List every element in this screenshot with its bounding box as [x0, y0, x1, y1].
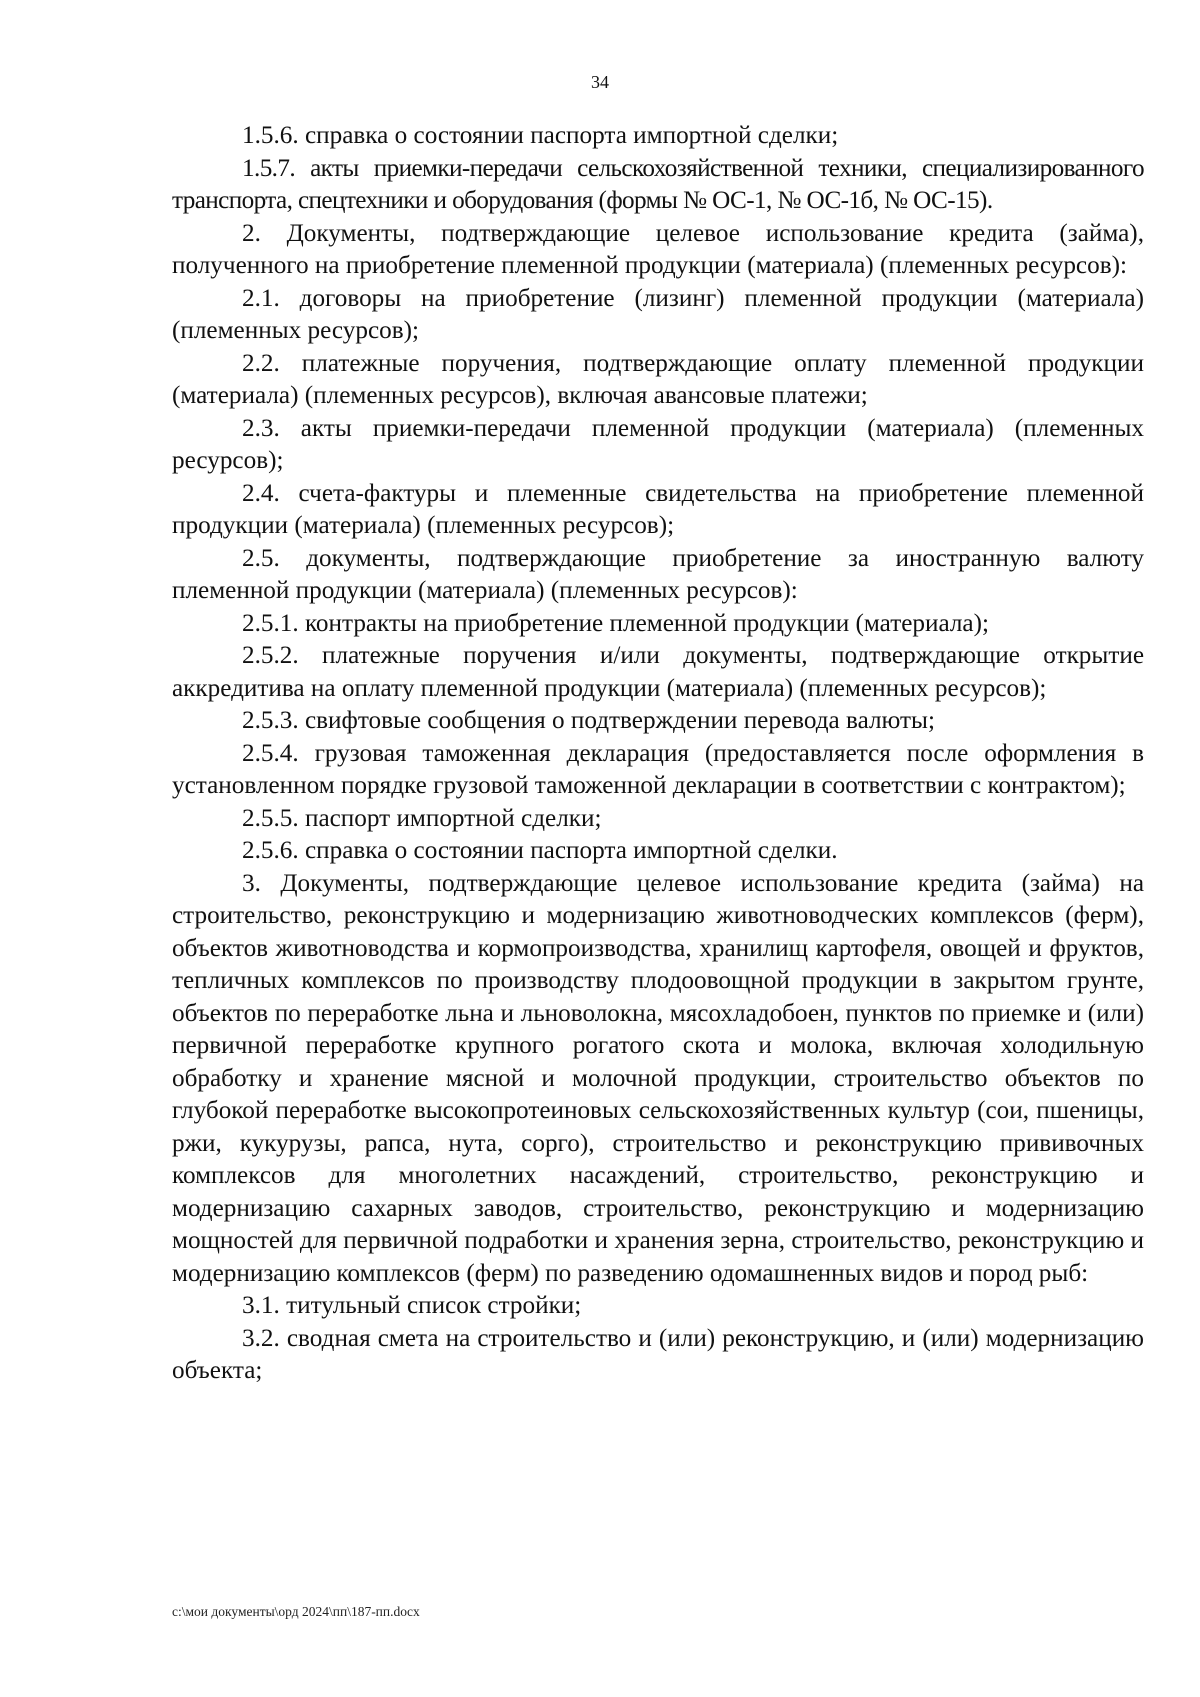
paragraph-2-5-3: 2.5.3. свифтовые сообщения о подтверждении перевода валюты; [242, 707, 935, 734]
paragraph-2: 2. Документы, подтверждающие целевое использование кредита (займа), полученного на приобретение племенной продукции (материала) (племенных ресурсов): [172, 219, 1144, 279]
paragraph-2-2: 2.2. платежные поручения, подтверждающие оплату племенной продукции (материала) (племенных ресурсов), включая авансовые платежи; [172, 349, 1144, 409]
paragraph-2-5-2: 2.5.2. платежные поручения и/или документы, подтверждающие открытие аккредитива на оплату племенной продукции (материала) (племенных ресурсов); [172, 642, 1144, 702]
paragraph-2-5-4: 2.5.4. грузовая таможенная декларация (предоставляется после оформления в установленном порядке грузовой таможенной декларации в соответствии с контрактом); [172, 739, 1144, 799]
paragraph-2-3: 2.3. акты приемки-передачи племенной продукции (материала) (племенных ресурсов); [172, 414, 1144, 474]
document-body [172, 120, 1144, 1388]
paragraph-2-5-1: 2.5.1. контракты на приобретение племенной продукции (материала); [242, 609, 990, 637]
paragraph-2-5: 2.5. документы, подтверждающие приобретение за иностранную валюту племенной продукции (материала) (племенных ресурсов): [172, 544, 1144, 604]
paragraph-3-1: 3.1. титульный список стройки; [242, 1292, 582, 1319]
paragraph-3: 3. Документы, подтверждающие целевое использование кредита (займа) на строительство, реконструкцию и модернизацию животноводческих комплексов (ферм), объектов животноводства и кормопроизводства, хранилищ картофеля, овощей и фруктов, тепличных комплексов по производству плодоовощной продукции в закрытом грунте, объектов по переработке льна и льноволокна, мясохладобоен, пунктов по приемке и (или) первичной переработке крупного рогатого скота и молока, включая холодильную обработку и хранение мясной и молочной продукции, строительство объектов по глубокой переработке высокопротеиновых сельскохозяйственных культур (сои, пшеницы, ржи, кукурузы, рапса, нута, сорго), строительство и реконструкцию прививочных комплексов для многолетних насаждений, строительство, реконструкцию и модернизацию сахарных заводов, строительство, реконструкцию и модернизацию мощностей для первичной подработки и хранения зерна, строительство, реконструкцию и модернизацию комплексов (ферм) по разведению одомашненных видов и пород рыб: [172, 869, 1144, 1287]
paragraph-2-4: 2.4. счета-фактуры и племенные свидетельства на приобретение племенной продукции (материала) (племенных ресурсов); [172, 479, 1144, 539]
page-number: 34 [591, 72, 609, 92]
paragraph-2-5-6: 2.5.6. справка о состоянии паспорта импортной сделки. [242, 837, 838, 864]
paragraph-2-5-5: 2.5.5. паспорт импортной сделки; [242, 804, 602, 832]
paragraph-3-2: 3.2. сводная смета на строительство и (или) реконструкцию, и (или) модернизацию объекта; [172, 1324, 1144, 1384]
file-path-footer: c:\мои документы\орд 2024\пп\187-пп.docx [172, 1604, 420, 1619]
paragraph-1-5-6: 1.5.6. справка о состоянии паспорта импортной сделки; [242, 122, 839, 149]
paragraph-2-1: 2.1. договоры на приобретение (лизинг) племенной продукции (материала) (племенных ресурсов); [172, 284, 1144, 344]
paragraph-1-5-7: 1.5.7. акты приемки-передачи сельскохозяйственной техники, специализированного транспорта, спецтехники и оборудования (формы № ОС-1, № ОС-1б, № ОС-15). [172, 154, 1144, 214]
